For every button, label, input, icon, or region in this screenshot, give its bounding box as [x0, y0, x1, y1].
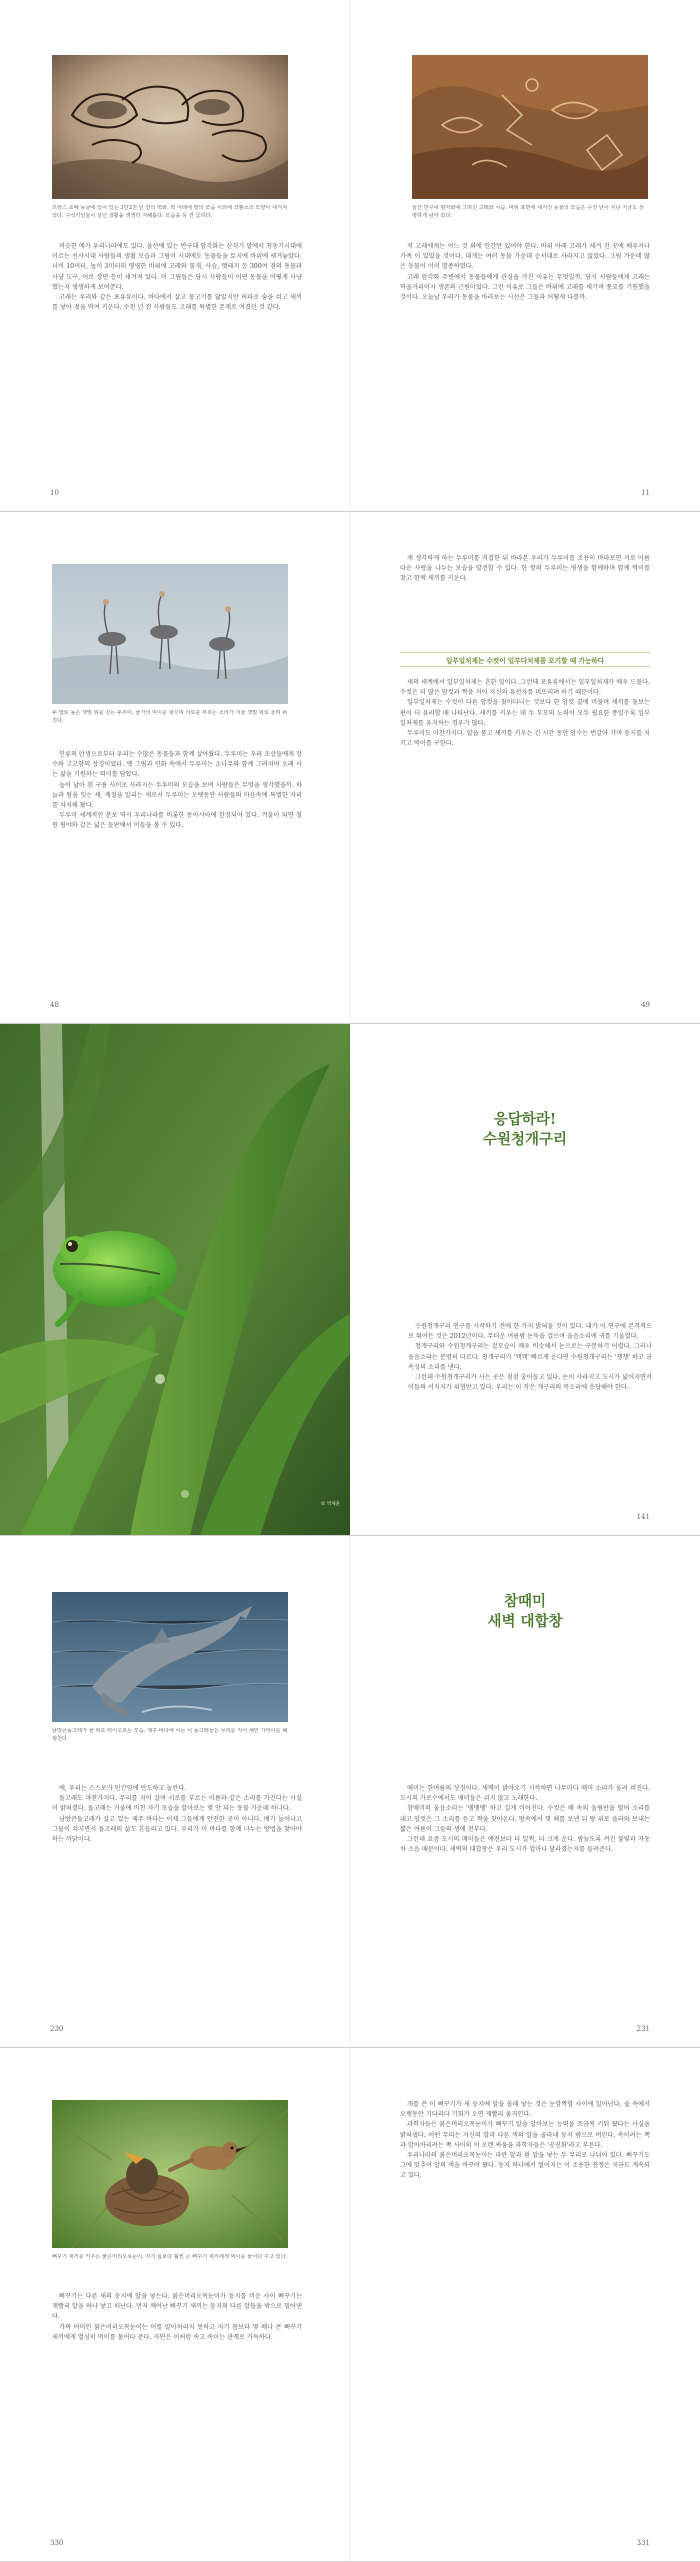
photo-credit: © 박제훈 [321, 1502, 340, 1507]
page-49 [350, 512, 700, 1023]
dolphin-photo [52, 1592, 288, 1722]
paragraph: 수원청개구리 연구를 시작하기 전에 한 가지 밝혀둘 것이 있다. 내가 이 연구에 본격적으로 뛰어든 것은 2012년이다. 무더운 여름밤 논둑을 걸으며 울음소리에 귀를 기울였다. [408, 1323, 652, 1341]
paragraph: 뻐꾸기는 다른 새의 둥지에 알을 낳는다. 붉은머리오목눈이가 둥지를 비운 사이 뻐꾸기는 재빨리 알을 하나 낳고 떠난다. 먼저 깨어난 뻐꾸기 새끼는 둥지의 다른 알들을 밖으로 밀어낸다. [52, 2293, 302, 2321]
page-10 [0, 0, 350, 511]
spread-pages-140-141 [0, 1024, 700, 1536]
paragraph: 그런데 수원청개구리가 사는 곳은 점점 줄어들고 있다. 논이 사라지고 도시가 넓어지면서 이들의 서식지가 위협받고 있다. 우리는 이 작은 개구리의 목소리에 응답해야 한다. [408, 1374, 652, 1392]
body-text [52, 242, 302, 454]
page-number: 331 [636, 2539, 650, 2547]
cuckoo-chick-photo [52, 2100, 288, 2248]
spread-pages-48-49 [0, 512, 700, 1024]
page-number: 11 [641, 489, 650, 497]
paragraph: 참매미의 울음소리는 '맴맴맴' 하고 길게 이어진다. 수컷은 배 속의 울림판을 떨어 소리를 내고 암컷은 그 소리를 듣고 짝을 찾아온다. 땅속에서 몇 해를 보낸 뒤 땅 위로 올라와 보내는 짧은 여름이 그들의 생애 전부다. [400, 1805, 650, 1833]
body-text-top [400, 554, 650, 638]
paragraph: 과학자들은 붉은머리오목눈이가 뻐꾸기 알을 알아보는 능력을 조금씩 키워 왔다는 사실을 밝혀냈다. 어떤 무리는 자신의 알과 다른 색의 알을 골라내 둥지 밖으로 버린다. 속이려는 쪽과 알아차리려는 쪽 사이의 이 오랜 싸움을 과학자들은 '공진화'라고 부른다. [400, 2121, 650, 2149]
page-number: 48 [50, 1001, 59, 1009]
paragraph: 인류의 탄생으로부터 우리는 수많은 동물들과 함께 살아왔다. 두루미는 우리 조상들에게 장수와 고고함의 상징이었다. 옛 그림과 민화 속에서 두루미는 소나무와 함께 그려지며 오래 사는 삶을 기원하는 의미를 담았다. [52, 751, 302, 779]
photo-caption: 두 발로 높은 갯벌 위를 걷는 두루미. 물가의 먹이를 찾으며 서로를 부르는 소리가 겨울 갯벌 위로 울려 퍼진다. [52, 710, 288, 724]
page-number: 330 [50, 2539, 64, 2547]
photo-caption: 프랑스 쇼베 동굴에 있어 있는 3만2천 년 전의 벽화. 벽 아래에 말의 모습 이외에 코뿔소의 모양이 새겨져 있다. 구석기인들이 살던 생활을 생생히 지혜롭다. 모습을 등 연 급리다. [52, 205, 288, 219]
paragraph: 개를 쓴 이 뻐꾸기가 새 둥지에 알을 몰래 낳는 것은 눈깜짝할 사이에 일어난다. 숲 속에서 오랫동안 기다리다 기회가 오면 재빨리 움직인다. [400, 2101, 650, 2119]
page-number: 141 [636, 1513, 650, 1521]
paragraph: 그런데 요즘 도시의 매미들은 예전보다 더 일찍, 더 크게 운다. 밤늦도록 켜진 불빛과 자동차 소음 때문이다. 새벽의 대합창은 우리 도시가 얼마나 달라졌는지를 들려준다. [400, 1836, 650, 1854]
paragraph: 고래 암각화 주변에서 동물들에게 관심을 가진 이유는 무엇일까. 당시 사람들에게 고래는 먹을거리이자 생존의 근원이었다. 그런 이유로 그들은 바위에 고래를 새기며 풍요를 기원했을 것이다. 오늘날 우리가 동물을 바라보는 시선은 그들과 어떻게 다를까. [400, 273, 650, 302]
paragraph: 적 고래에게는 여느 것 외에 인간만 있어야 한다. 바위 아래 고래가 새겨 진 곳에 배우자나 가족 이 있었을 것이다. 대개는 여러 동물 가운데 순서대로 사라지고 없었다. 그림 가운데 많은 동물이 이미 멸종하였다. [400, 243, 650, 271]
paragraph: 우리나라의 붉은머리오목눈이는 파란 알과 흰 알을 낳는 두 무리로 나뉘어 있다. 뻐꾸기도 그에 맞추어 알의 색을 바꾸어 왔다. 둥지 하나에서 벌어지는 이 조용한 전쟁은 지금도 계속되고 있다. [400, 2152, 650, 2180]
page-330 [0, 2048, 350, 2561]
chapter-title-line: 참때미 [503, 1593, 547, 1610]
paragraph: 고래는 우리와 같은 포유류이다. 바다에서 살고 물고기를 닮았지만 허파로 숨을 쉬고 새끼를 낳아 젖을 먹여 키운다. 수천 년 전 사람들도 고래를 특별한 존재로 여겼던 것 같다. [52, 294, 302, 312]
page-number: 230 [50, 2025, 64, 2033]
paragraph: 비슷한 예가 우리나라에도 있다. 울산에 있는 반구대 암각화는 신석기 말에서 청동기시대에 이르는 선사시대 사람들의 생활 모습과 그림이 시대에도 동물들을 토지에 바위에 새겨놓았다. 너비 10미터, 높이 3미터의 평평한 바위에 고래와 물개, 사슴, 멧돼지 등 300여 점의 동물과 사냥 도구, 어로 장면 등이 새겨져 있다. 이 그림들은 당시 사람들이 어떤 동물을 어떻게 사냥했는지 생생하게 보여준다. [52, 243, 302, 291]
paragraph: 일부일처제는 수컷이 다른 암컷을 찾아다니는 것보다 한 암컷 곁에 머물며 새끼를 돌보는 편이 더 유리할 때 나타난다. 새끼를 키우는 데 두 부모의 노력이 모두 필요한 종일수록 일부일처제를 유지하는 경우가 많다. [400, 699, 650, 727]
body-text-bottom [400, 678, 650, 968]
chapter-title-line: 응답하라! [493, 1111, 557, 1128]
chapter-title-line: 새벽 대합창 [487, 1613, 563, 1630]
page-48 [0, 512, 350, 1023]
paragraph: 돌고래도 마찬가지다. 무리를 지어 살며 서로를 부르는 이름과 같은 소리를 가진다는 사실이 밝혀졌다. 돌고래는 거울에 비친 자기 모습을 알아보는 몇 안 되는 동물 가운데 하나다. [52, 1795, 302, 1813]
page-140-frog-photo [0, 1024, 350, 1535]
spread-pages-10-11 [0, 0, 700, 512]
spread-pages-230-231 [0, 1536, 700, 2048]
section-rule-top [400, 652, 650, 653]
section-title: 일부일처제는 수컷이 일부다처제를 포기할 때 가능하다 [446, 657, 604, 665]
body-text [400, 242, 650, 454]
page-230 [0, 1536, 350, 2047]
body-text [52, 1784, 302, 1989]
page-331 [350, 2048, 700, 2561]
page-number: 10 [50, 489, 59, 497]
photo-caption: 뻐꾸기 새끼를 키우는 붉은머리오목눈이. 자기 몸보다 훨씬 큰 뻐꾸기 새끼에게 먹이를 물어다 주고 있다. [52, 2254, 288, 2260]
body-text [400, 1784, 650, 1989]
paragraph: 매미는 한여름의 상징이다. 새벽이 밝아오기 시작하면 나무마다 매미 소리가 울려 퍼진다. 도시의 가로수에서도 매미들은 쉬지 않고 노래한다. [400, 1785, 650, 1803]
page-number: 49 [641, 1001, 650, 1009]
page-11 [350, 0, 700, 511]
body-text [52, 2292, 302, 2504]
page-141 [350, 1024, 700, 1535]
petroglyph-photo [412, 55, 648, 199]
paragraph: 에, 우리는 스스로가 인간임에 안도하고 놀란다. [59, 1785, 187, 1792]
paragraph: 게 생각하게 하는 두루미를 직접한 뒤 바라본 우리가 두루미를 조용히 바라보면 서로 아름다운 사랑을 나누는 모습을 발견할 수 있다. 한 쌍의 두루미는 평생을 함께하며 함께 먹이를 찾고 함께 새끼를 키운다. [400, 555, 650, 583]
photo-caption: 남방큰돌고래가 물 위로 뛰어오르는 모습. 제주 바다에 사는 이 돌고래들은 무리를 지어 해안 가까이를 헤엄친다. [52, 1728, 288, 1742]
chapter-title [390, 1592, 660, 1632]
crane-photo [52, 564, 288, 704]
cave-painting-photo [52, 55, 288, 199]
treefrog-photo [0, 1024, 350, 1536]
page-231 [350, 1536, 700, 2047]
body-text [400, 2100, 650, 2500]
photo-caption: 울산 반구대 암각화에 그려진 고래와 사슴. 바위 표면에 새겨진 동물의 모습은 수천 년이 지난 지금도 선명하게 남아 있다. [412, 205, 644, 219]
paragraph: 새의 세계에서 일부일처제는 흔한 일이다. 그런데 포유류에서는 일부일처제가 매우 드물다. 수컷은 더 많은 암컷과 짝을 지어 자신의 유전자를 퍼뜨리려 하기 때문이다. [400, 679, 650, 697]
body-text [52, 750, 302, 968]
paragraph: 가짜 어미인 붉은머리오목눈이는 이를 알아차리지 못하고 자기 몸보다 몇 배나 큰 뻐꾸기 새끼에게 열심히 먹이를 물어다 준다. 자연은 이처럼 속고 속이는 관계로 가득하다. [52, 2323, 302, 2341]
paragraph: 남방큰돌고래가 살고 있는 제주 바다는 이제 그들에게 안전한 곳이 아니다. 배가 늘어나고 그물이 쳐지면서 돌고래의 삶도 흔들리고 있다. 우리가 이 바다를 함께 나누는 방법을 찾아야 하는 까닭이다. [52, 1815, 302, 1844]
paragraph: 청개구리와 수원청개구리는 겉모습이 매우 비슷해서 눈으로는 구분하기 어렵다. 그러나 울음소리는 분명히 다르다. 청개구리가 '깩깩' 빠르게 운다면 수원청개구리는 '챙챙' 하고 금속성의 소리를 낸다. [408, 1343, 652, 1371]
chapter-title-line: 수원청개구리 [482, 1131, 568, 1148]
chapter-title [390, 1110, 660, 1150]
page-number: 231 [636, 2025, 650, 2033]
paragraph: 두루미도 마찬가지다. 알을 품고 새끼를 키우는 긴 시간 동안 암수는 번갈아 가며 둥지를 지키고 먹이를 구한다. [400, 730, 650, 748]
body-text [408, 1322, 652, 1477]
spread-pages-330-331 [0, 2048, 700, 2562]
paragraph: 높이 날아 흰 구름 사이로 사라지는 두루미의 모습을 보며 사람들은 무엇을 생각했을까. 하늘과 땅을 잇는 새, 계절을 알리는 새로서 두루미는 오랫동안 사람들의 마음속에 특별한 자리를 차지해 왔다. [52, 781, 302, 810]
paragraph: 두루미 세계적인 분포 역시 우리나라를 비롯한 동아시아에 한정되어 있다. 겨울이 되면 철원 평야와 같은 넓은 들판에서 이들을 볼 수 있다. [52, 812, 302, 830]
section-rule-bottom [400, 666, 650, 667]
